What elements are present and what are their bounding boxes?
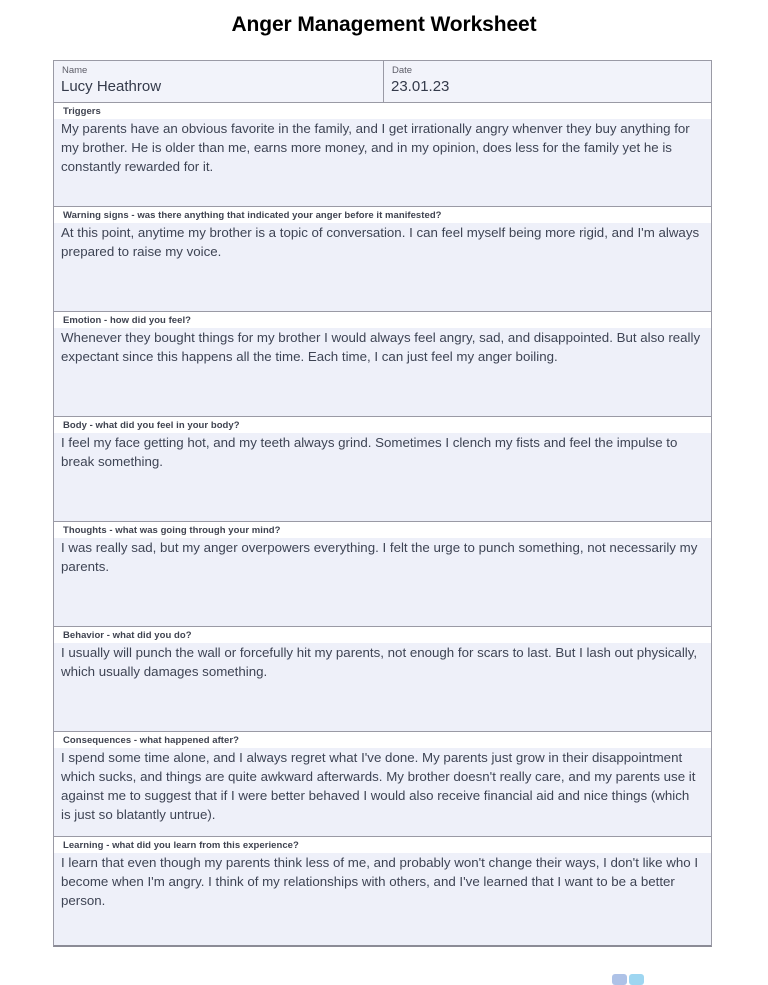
logo-shape-left bbox=[612, 974, 627, 985]
section-text-thoughts[interactable]: I was really sad, but my anger overpowers everything. I felt the urge to punch something, not necessarily my parents. bbox=[54, 538, 711, 626]
section-learning bbox=[54, 837, 711, 945]
section-text-behavior[interactable]: I usually will punch the wall or forcefully hit my parents, not enough for scars to last. But I lash out physically, which usually damages something. bbox=[54, 643, 711, 731]
section-text-triggers[interactable]: My parents have an obvious favorite in the family, and I get irrationally angry whenver they buy anything for my brother. He is older than me, earns more money, and in my opinion, does less for the family yet he is constantly rewarded for it. bbox=[54, 119, 711, 206]
section-thoughts bbox=[54, 522, 711, 627]
date-field[interactable] bbox=[384, 61, 711, 102]
worksheet-table bbox=[53, 60, 712, 947]
section-consequences bbox=[54, 732, 711, 837]
name-value: Lucy Heathrow bbox=[61, 78, 162, 95]
section-text-emotion[interactable]: Whenever they bought things for my brother I would always feel angry, sad, and disappointed. But also really expectant since this happens all the time. Each time, I can just feel my anger boiling. bbox=[54, 328, 711, 416]
section-warning-signs bbox=[54, 207, 711, 312]
section-label-emotion: Emotion - how did you feel? bbox=[54, 312, 711, 328]
section-emotion bbox=[54, 312, 711, 417]
section-triggers bbox=[54, 103, 711, 207]
section-text-warning-signs[interactable]: At this point, anytime my brother is a topic of conversation. I can feel myself being more rigid, and I'm always prepared to raise my voice. bbox=[54, 223, 711, 311]
section-label-body: Body - what did you feel in your body? bbox=[54, 417, 711, 433]
section-label-behavior: Behavior - what did you do? bbox=[54, 627, 711, 643]
date-label: Date bbox=[392, 65, 413, 76]
section-behavior bbox=[54, 627, 711, 732]
section-label-triggers: Triggers bbox=[54, 103, 711, 119]
name-label: Name bbox=[62, 65, 88, 76]
section-text-learning[interactable]: I learn that even though my parents think less of me, and probably won't change their ways, I don't like who I become when I'm angry. I think of my relationships with others, and I've learned that I want to be a better person. bbox=[54, 853, 711, 945]
section-label-thoughts: Thoughts - what was going through your mind? bbox=[54, 522, 711, 538]
section-text-consequences[interactable]: I spend some time alone, and I always regret what I've done. My parents just grow in their disappointment which sucks, and things are quite awkward afterwards. My brother doesn't really care, and my parents use it against me to suggest that if I were better behaved I would also receive financial aid and nice things (which is just so blatantly untrue). bbox=[54, 748, 711, 836]
section-label-learning: Learning - what did you learn from this experience? bbox=[54, 837, 711, 853]
section-body bbox=[54, 417, 711, 522]
logo-shape-right bbox=[629, 974, 644, 985]
section-label-consequences: Consequences - what happened after? bbox=[54, 732, 711, 748]
date-value: 23.01.23 bbox=[391, 78, 450, 95]
section-text-body[interactable]: I feel my face getting hot, and my teeth always grind. Sometimes I clench my fists and feel the impulse to break something. bbox=[54, 433, 711, 521]
brand-logo-icon bbox=[612, 971, 652, 985]
page-title: Anger Management Worksheet bbox=[231, 13, 537, 36]
section-label-warning-signs: Warning signs - was there anything that indicated your anger before it manifested? bbox=[54, 207, 711, 223]
name-field[interactable] bbox=[54, 61, 384, 102]
identity-row bbox=[54, 61, 711, 103]
